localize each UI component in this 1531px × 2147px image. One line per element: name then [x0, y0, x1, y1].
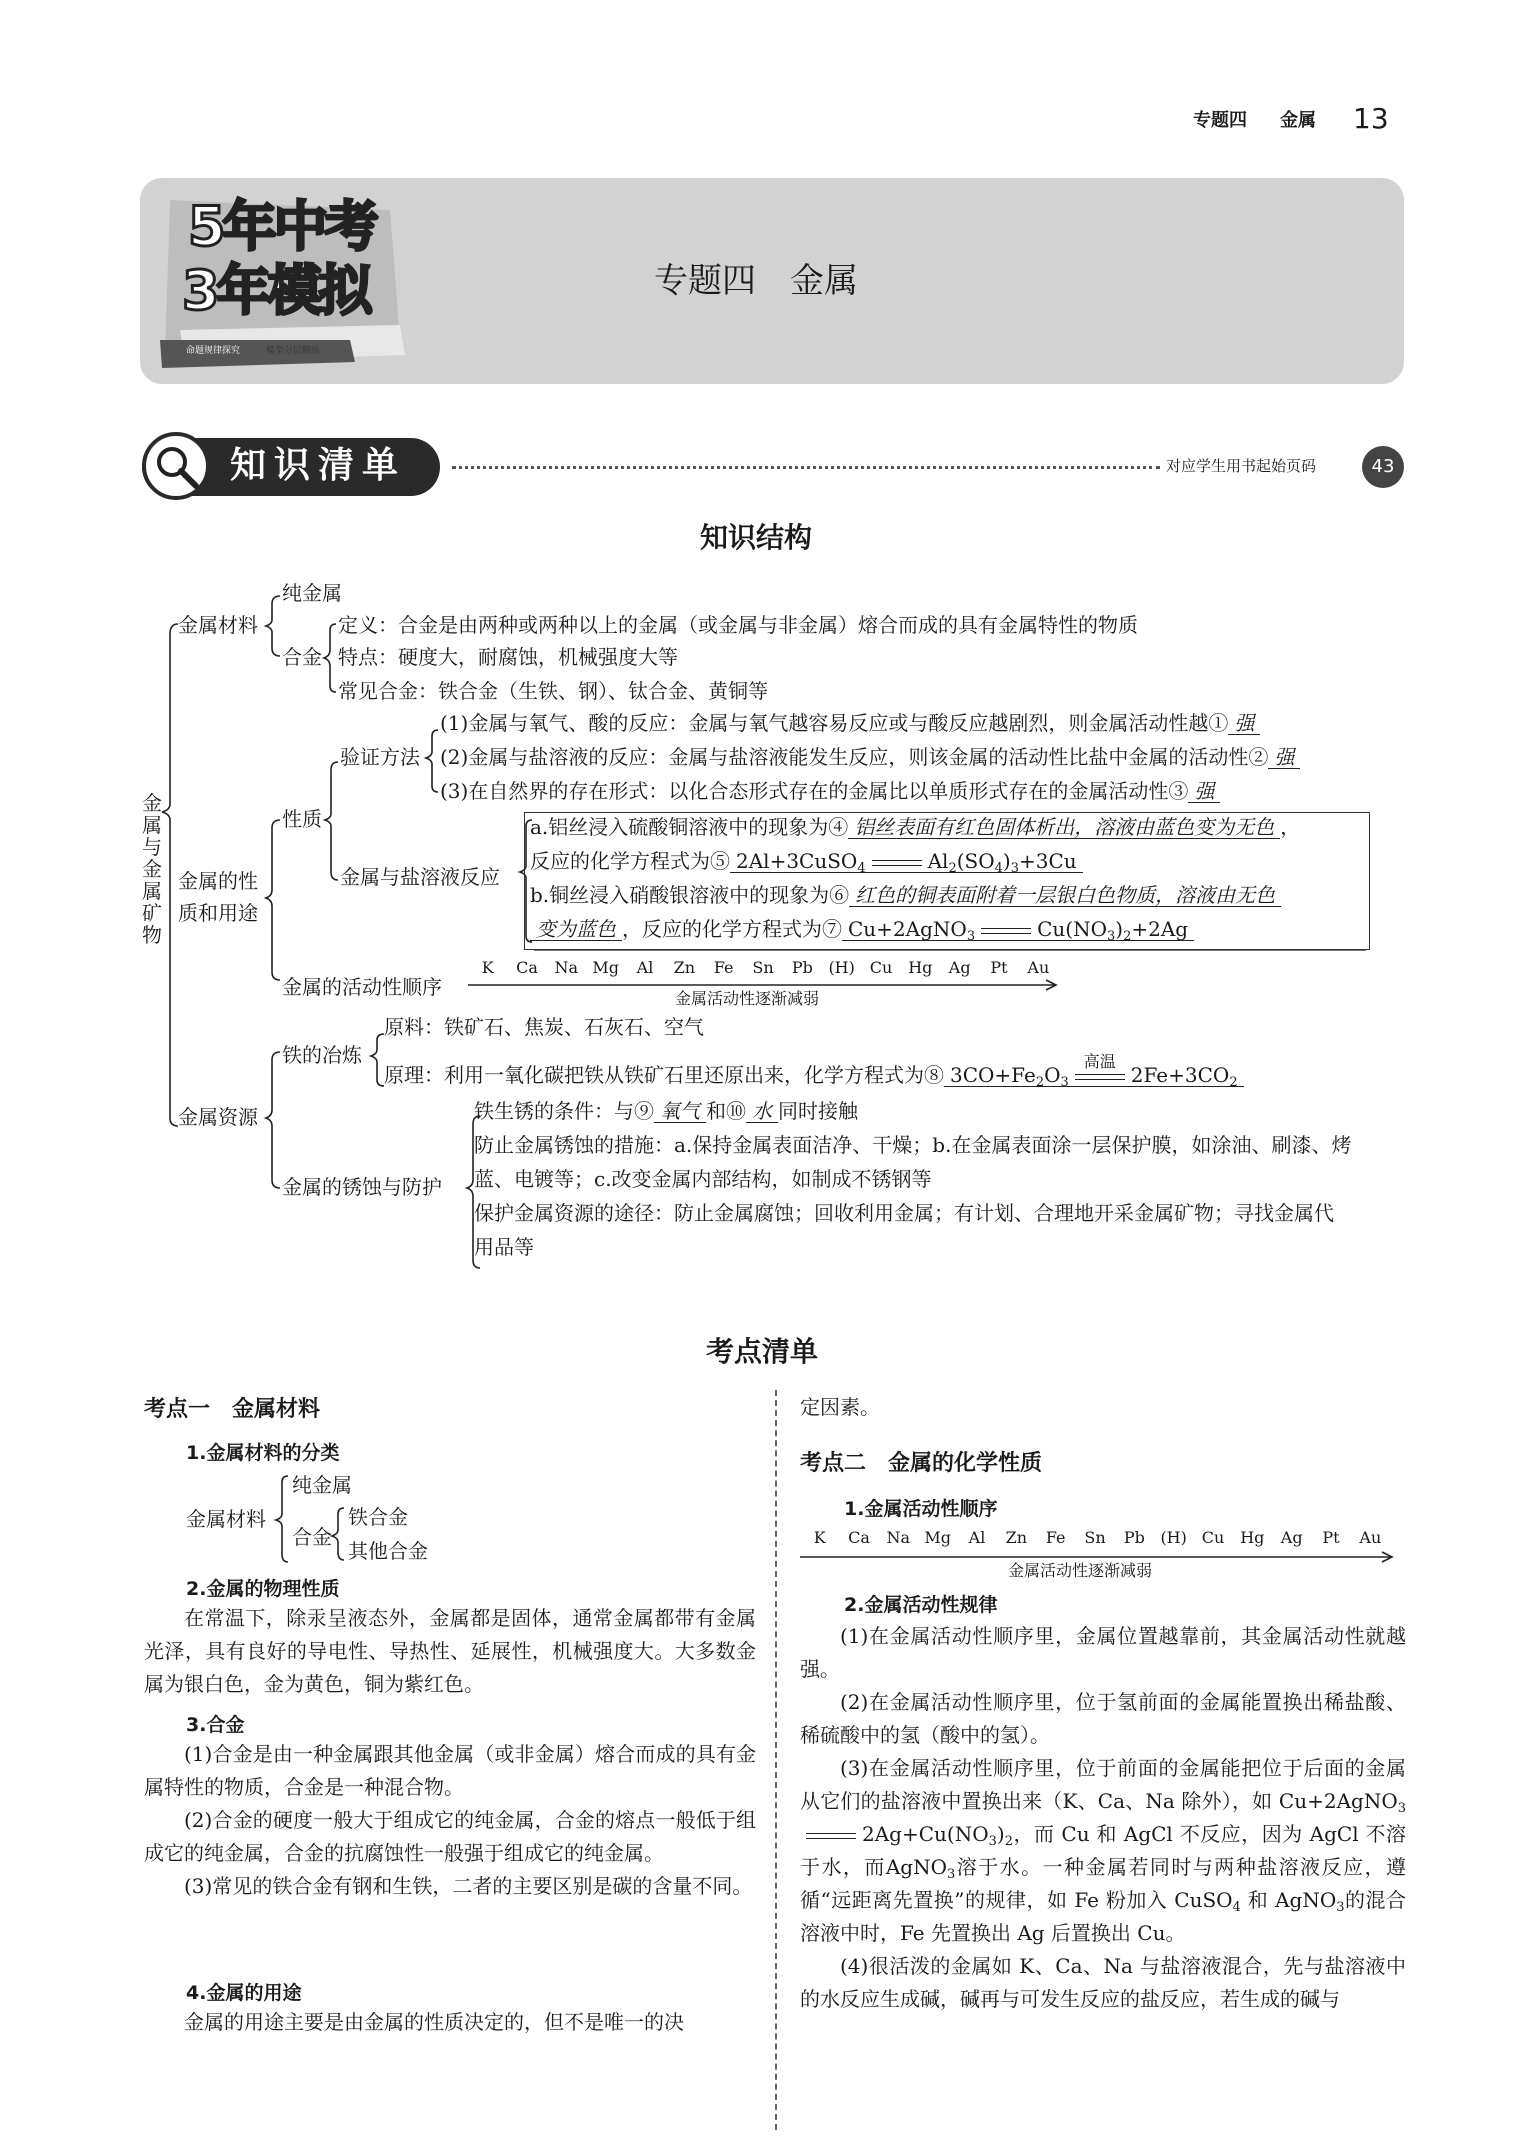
- metal-symbol: Ag: [948, 958, 971, 977]
- answer-6b: 变为蓝色: [530, 918, 622, 941]
- kd1-s2: 2.金属的物理性质: [186, 1578, 340, 1600]
- node-resources: 金属资源: [178, 1105, 258, 1129]
- ref-text: 对应学生用书起始页码: [1166, 457, 1317, 475]
- metal-symbol: Au: [1027, 958, 1050, 977]
- activity-note: 金属活动性逐渐减弱: [675, 989, 820, 1008]
- metal-symbol: Cu: [869, 958, 893, 977]
- node-activity: 金属的活动性顺序: [282, 975, 442, 999]
- metal-symbol: Fe: [713, 958, 734, 977]
- answer-4: 铝丝表面有红色固体析出，溶液由蓝色变为无色: [848, 816, 1280, 839]
- smelt-raw: 原料：铁矿石、焦炭、石灰石、空气: [384, 1015, 704, 1039]
- page-number: 13: [1353, 102, 1389, 135]
- verify-3: (3)在自然界的存在形式：以化合态形式存在的金属比以单质形式存在的金属活动性③ 强: [440, 780, 1220, 803]
- metal-symbol: Sn: [752, 958, 774, 977]
- ref-page-badge: 43: [1362, 446, 1404, 488]
- answer-10: 水: [746, 1100, 778, 1123]
- answer-3: 强: [1188, 780, 1220, 803]
- salt-b1: b.铜丝浸入硝酸银溶液中的现象为⑥ 红色的铜表面附着一层银白色物质，溶液由无色: [530, 884, 1281, 907]
- structure-title: 知识结构: [700, 521, 813, 554]
- kd-cont: 定因素。: [800, 1395, 880, 1419]
- node-verify: 验证方法: [340, 745, 420, 769]
- rust-condition: 铁生锈的条件：与⑨ 氧气 和⑩ 水 同时接触: [474, 1099, 858, 1123]
- prevent-line2: 蓝、电镀等；c.改变金属内部结构，如制成不锈钢等: [474, 1167, 932, 1191]
- activity-series: [468, 958, 1058, 980]
- kd2-heading: 考点二 金属的化学性质: [800, 1451, 1043, 1476]
- cls-braces: [270, 1470, 360, 1570]
- prevent-line1: 防止金属锈蚀的措施：a.保持金属表面洁净、干燥；b.在金属表面涂一层保护膜，如涂油、刷漆、烤: [474, 1133, 1352, 1157]
- kd2-series-note: 金属活动性逐渐减弱: [1008, 1561, 1153, 1580]
- root-label: 金属与金属矿物: [142, 791, 162, 947]
- cls-pure: 纯金属: [292, 1473, 352, 1497]
- kd2-s2: 2.金属活动性规律: [844, 1594, 998, 1616]
- metal-symbol: K: [481, 958, 494, 977]
- metal-symbol: Na: [886, 1528, 911, 1547]
- metal-symbol: Al: [968, 1528, 986, 1547]
- answer-2: 强: [1268, 746, 1300, 769]
- salt-a2: 反应的化学方程式为⑤ 2Al+3CuSO$_4$ $Al_2(SO_4)_3+3Cu$: [530, 850, 1083, 873]
- alloy-feature: 特点：硬度大，耐腐蚀，机械强度大等: [338, 645, 678, 669]
- metal-symbol: Zn: [1005, 1528, 1028, 1547]
- answer-8: $3CO+Fe_2O_3$ 高温 $2Fe+3CO_2$: [944, 1064, 1244, 1087]
- metal-symbol: Mg: [924, 1528, 951, 1547]
- smelt-principle: 原理：利用一氧化碳把铁从铁矿石里还原出来，化学方程式为⑧ $3CO+Fe_2O_3$ 高温 $2Fe+3CO_2$: [384, 1064, 1244, 1087]
- verify-2: (2)金属与盐溶液的反应：金属与盐溶液能发生反应，则该金属的活动性比盐中金属的活动性② 强: [440, 746, 1300, 769]
- section-title: 知识清单: [230, 445, 407, 486]
- header-subject: 金属: [1280, 110, 1316, 131]
- kd1-s4: 4.金属的用途: [186, 1982, 302, 2004]
- cls-root: 金属材料: [186, 1507, 266, 1531]
- metal-symbol: Cu: [1201, 1528, 1225, 1547]
- verify-1: (1)金属与氧气、酸的反应：金属与氧气越容易反应或与酸反应越剧烈，则金属活动性越① 强: [440, 712, 1260, 735]
- salt-b2: 变为蓝色 ，反应的化学方程式为⑦ Cu+2AgNO$_3$ $Cu(NO_3)_2+2Ag$: [530, 918, 1194, 941]
- node-corrosion: 金属的锈蚀与防护: [282, 1175, 442, 1199]
- kd2-eq: $2AgNO_32Ag+Cu(NO_3)_2$: [800, 1789, 1406, 1846]
- metal-symbol: Au: [1359, 1528, 1382, 1547]
- answer-5: 2Al+3CuSO$_4$ $Al_2(SO_4)_3+3Cu$: [730, 850, 1083, 873]
- answer-6a: 红色的铜表面附着一层银白色物质，溶液由无色: [849, 884, 1281, 907]
- kd1-p3: (1)合金是由一种金属跟其他金属（或非金属）熔合而成的具有金属特性的物质，合金是一种混合物。 (2)合金的硬度一般大于组成它的纯金属，合金的熔点一般低于组成它的纯金属，合金的抗腐蚀性一般强于组成它的纯金属。 (3)常见的铁合金有钢和生铁，二者的主要区别是碳的含量不同。: [144, 1742, 756, 1898]
- kd1-heading: 考点一 金属材料: [144, 1397, 321, 1422]
- metal-symbol: Pb: [1123, 1528, 1145, 1547]
- chapter-title: 专题四 金属: [654, 261, 858, 301]
- logo-sub2: 模型分层精练: [266, 346, 321, 356]
- cls-alloy: 合金: [292, 1525, 332, 1549]
- node-prop-use-1: 金属的性: [178, 869, 258, 893]
- answer-7: Cu+2AgNO$_3$ $Cu(NO_3)_2+2Ag$: [842, 918, 1194, 941]
- logo-line1: 5年中考: [188, 195, 376, 258]
- metal-symbol: (H): [1160, 1528, 1187, 1547]
- metal-symbol: K: [813, 1528, 826, 1547]
- kd1-s3: 3.合金: [186, 1714, 245, 1736]
- metal-symbol: Na: [554, 958, 579, 977]
- node-prop-use-2: 质和用途: [178, 901, 258, 925]
- metal-symbol: Ag: [1280, 1528, 1303, 1547]
- metal-symbol: Hg: [908, 958, 933, 977]
- node-alloy: 合金: [282, 645, 322, 669]
- column-divider: [775, 1390, 777, 2130]
- kd2-s1: 1.金属活动性顺序: [844, 1498, 998, 1520]
- metal-symbol: Ca: [848, 1528, 870, 1547]
- answer-9: 氧气: [654, 1100, 706, 1123]
- metal-symbol: Fe: [1045, 1528, 1066, 1547]
- header-topic: 专题四: [1193, 110, 1247, 131]
- kd2-series: [800, 1528, 1390, 1550]
- metal-symbol: Mg: [592, 958, 619, 977]
- metal-symbol: Sn: [1084, 1528, 1106, 1547]
- metal-symbol: Pt: [990, 958, 1008, 977]
- node-property: 性质: [282, 807, 322, 831]
- node-iron-smelt: 铁的冶炼: [282, 1043, 362, 1067]
- salt-a1: a.铝丝浸入硫酸铜溶液中的现象为④ 铝丝表面有红色固体析出，溶液由蓝色变为无色 ，: [530, 815, 1301, 839]
- metal-symbol: Al: [636, 958, 654, 977]
- kaodian-title: 考点清单: [706, 1335, 819, 1368]
- logo-line2: 3年模拟: [182, 259, 370, 322]
- kd1-p2: 在常温下，除汞呈液态外，金属都是固体，通常金属都带有金属光泽，具有良好的导电性、导热性、延展性，机械强度大。大多数金属为银白色，金为黄色，铜为紫红色。: [144, 1606, 756, 1696]
- kd1-p4: 金属的用途主要是由金属的性质决定的，但不是唯一的决: [184, 2010, 684, 2034]
- node-materials: 金属材料: [178, 613, 258, 637]
- answer-1: 强: [1228, 712, 1260, 735]
- alloy-definition: 定义：合金是由两种或两种以上的金属（或金属与非金属）熔合而成的具有金属特性的物质: [338, 613, 1138, 637]
- metal-symbol: Pt: [1322, 1528, 1340, 1547]
- kd1-s1: 1.金属材料的分类: [186, 1442, 340, 1464]
- metal-symbol: Pb: [791, 958, 813, 977]
- metal-symbol: (H): [828, 958, 855, 977]
- logo-sub1: 命题规律探究: [186, 346, 241, 356]
- protect-line1: 保护金属资源的途径：防止金属腐蚀；回收利用金属；有计划、合理地开采金属矿物；寻找金属代: [474, 1201, 1334, 1225]
- metal-symbol: Hg: [1240, 1528, 1265, 1547]
- cls-iron: 铁合金: [348, 1505, 408, 1529]
- metal-symbol: Ca: [516, 958, 538, 977]
- cls-other: 其他合金: [348, 1539, 428, 1563]
- metal-symbol: Zn: [673, 958, 696, 977]
- protect-line2: 用品等: [474, 1235, 534, 1259]
- kd2-rules: (1)在金属活动性顺序里，金属位置越靠前，其金属活动性就越强。 (2)在金属活动性顺序里，位于氢前面的金属能置换出稀盐酸、稀硫酸中的氢（酸中的氢）。 (3)在金属活动性顺序里，位于前面的金属能把位于后面的金属从它们的盐溶液中置换出来（K、Ca、Na 除外），如 $Cu+2AgNO_32Ag+Cu(NO_3)_2$，而 Cu 和 AgCl 不反应，因为 AgCl 不溶于水，而AgNO$_3$溶于水。一种金属若同时与两种盐溶液反应，遵循“远距离先置换”的规律，如 Fe 粉加入 CuSO$_4$ 和 AgNO$_3$的混合溶液中时，Fe 先置换出 Ag 后置换出 Cu。 (4)很活泼的金属如 K、Ca、Na 与盐溶液混合，先与盐溶液中的水反应生成碱，碱再与可发生反应的盐反应，若生成的碱与: [800, 1624, 1407, 2011]
- alloy-common: 常见合金：铁合金（生铁、钢）、钛合金、黄铜等: [338, 679, 768, 703]
- node-pure-metal: 纯金属: [282, 581, 342, 605]
- node-salt-reaction: 金属与盐溶液反应: [340, 865, 500, 889]
